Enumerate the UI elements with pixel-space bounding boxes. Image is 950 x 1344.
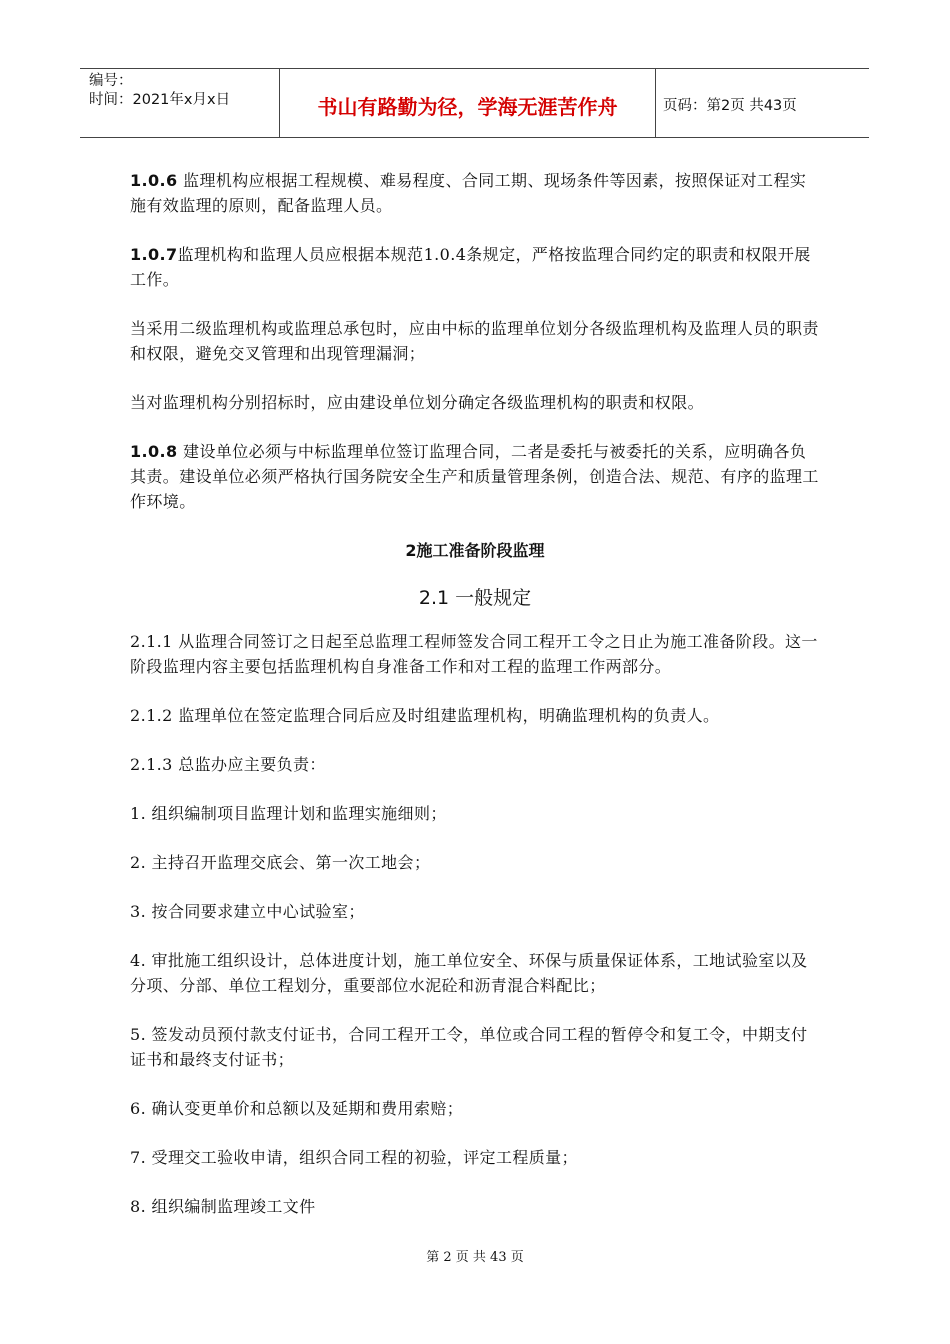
list-item: 1. 组织编制项目监理计划和监理实施细则； [130, 804, 447, 823]
document-number-label: 编号： [89, 73, 133, 89]
header-page-number: 页码：第2页 共43页 [663, 98, 797, 114]
paragraph-text: 监理机构应根据工程规模、难易程度、合同工期、现场条件等因素，按照保证对工程实施有效监理的原则，配备监理人员。 [130, 171, 807, 215]
subsection-title: 2.1 一般规定 [418, 587, 532, 609]
paragraph-text: 监理机构和监理人员应根据本规范1.0.4条规定，严格按监理合同约定的职责和权限开展工作。 [130, 245, 811, 289]
clause-number: 1.0.8 [130, 442, 178, 461]
paragraph-text: 当采用二级监理机构或监理总承包时，应由中标的监理单位划分各级监理机构及监理人员的职责和权限，避免交叉管理和出现管理漏洞； [130, 319, 819, 363]
page-footer: 第 2 页 共 43 页 [426, 1250, 524, 1265]
list-item: 6. 确认变更单价和总额以及延期和费用索赔； [130, 1099, 464, 1118]
list-item: 3. 按合同要求建立中心试验室； [130, 902, 365, 921]
paragraph [130, 390, 820, 415]
list-item: 8. 组织编制监理竣工文件 [130, 1197, 316, 1216]
paragraph-text: 当对监理机构分别招标时，应由建设单位划分确定各级监理机构的职责和权限。 [130, 393, 705, 412]
list-item: 2.1.3 总监办应主要负责： [130, 755, 326, 774]
document-date-label: 时间：2021年x月x日 [89, 92, 231, 108]
list-item: 2. 主持召开监理交底会、第一次工地会； [130, 853, 431, 872]
list-item: 7. 受理交工验收申请，组织合同工程的初验，评定工程质量； [130, 1148, 578, 1167]
paragraph [130, 439, 820, 514]
header-meta-cell [80, 69, 280, 137]
list-item: 5. 签发动员预付款支付证书，合同工程开工令，单位或合同工程的暂停令和复工令，中期支付证书和最终支付证书； [130, 1025, 808, 1069]
document-body [130, 168, 820, 1243]
list-item: 2.1.2 监理单位在签定监理合同后应及时组建监理机构，明确监理机构的负责人。 [130, 706, 720, 725]
paragraph [130, 168, 820, 218]
header-motto: 书山有路勤为径，学海无涯苦作舟 [280, 69, 656, 137]
paragraph [130, 316, 820, 366]
list-item: 2.1.1 从监理合同签订之日起至总监理工程师签发合同工程开工令之日止为施工准备阶段。这一阶段监理内容主要包括监理机构自身准备工作和对工程的监理工作两部分。 [130, 632, 818, 676]
clause-number: 1.0.7 [130, 245, 178, 264]
paragraph [130, 242, 820, 292]
clause-number: 1.0.6 [130, 171, 178, 190]
paragraph-text: 建设单位必须与中标监理单位签订监理合同，二者是委托与被委托的关系，应明确各负其责。建设单位必须严格执行国务院安全生产和质量管理条例，创造合法、规范、有序的监理工作环境。 [130, 442, 819, 511]
page-header [80, 68, 869, 138]
list-item: 4. 审批施工组织设计，总体进度计划，施工单位安全、环保与质量保证体系，工地试验室以及分项、分部、单位工程划分，重要部位水泥砼和沥青混合料配比； [130, 951, 808, 995]
section-title: 2施工准备阶段监理 [405, 541, 545, 560]
